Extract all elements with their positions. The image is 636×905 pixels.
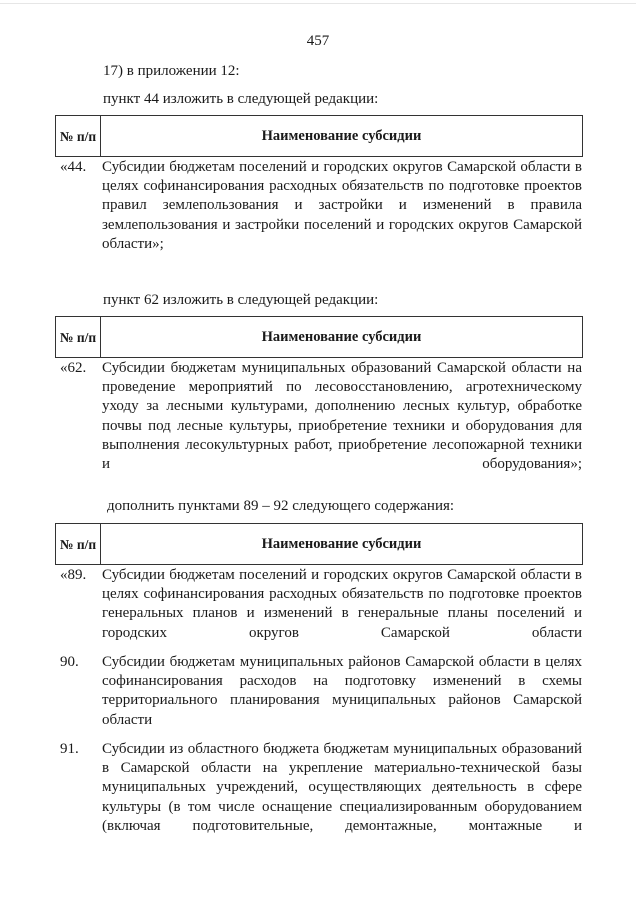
page-number: 457 (306, 33, 330, 49)
list-item (60, 740, 582, 855)
table-header (55, 115, 583, 157)
header-number-cell: № п/п (56, 116, 101, 156)
intro-line: 17) в приложении 12: (103, 63, 240, 79)
header-title-cell: Наименование субсидии (261, 535, 422, 552)
item-text: Субсидии бюджетам поселений и городских округов Самарской области в целях софинансирования расходных обязательств по подготовке проектов правил землепользования и застройки и изменений в правила землепользования и застройки поселений и городских округов Самарской области»; (102, 159, 582, 252)
table-header (55, 523, 583, 565)
header-title-cell: Наименование субсидии (261, 328, 422, 345)
item-number: «62. (60, 360, 87, 376)
item-number: 91. (60, 741, 79, 757)
item-text: Субсидии бюджетам поселений и городских округов Самарской области в целях софинансирования расходных обязательств по подготовке проектов генеральных планов и изменений в генеральные планы поселений и городских округов Самарской области (102, 567, 582, 641)
item-text: Субсидии бюджетам муниципальных образований Самарской области на проведение мероприятий по лесовосстановлению, агротехническому уходу за лесными культурами, дополнению лесных культур, обработке почвы под лесные культуры, приобретение техники и оборудования для выполнения лесокультурных работ, приобретение лесопожарной техники и оборудования»; (102, 360, 582, 473)
table-header (55, 316, 583, 358)
header-number-cell: № п/п (56, 317, 101, 357)
section-lead: пункт 44 изложить в следующей редакции: (103, 91, 379, 107)
item-text: Субсидии из областного бюджета бюджетам муниципальных образований в Самарской области на укрепление материально-технической базы муниципальных учреждений, осуществляющих деятельность в сфере культуры (в том числе оснащение специализированным оборудованием (включая подготовительные, демонтажные, монтажные и (102, 741, 582, 834)
item-text: Субсидии бюджетам муниципальных районов Самарской области в целях софинансирования расходов на подготовку изменений в схемы территориального планирования муниципальных районов Самарской области (102, 654, 582, 728)
header-number-cell: № п/п (56, 524, 101, 564)
item-number: «89. (60, 567, 87, 583)
item-number: «44. (60, 159, 87, 175)
item-number: 90. (60, 654, 79, 670)
section-lead: пункт 62 изложить в следующей редакции: (103, 292, 379, 308)
header-title-cell: Наименование субсидии (261, 127, 422, 144)
page-top-edge (0, 3, 636, 4)
list-item (60, 359, 582, 493)
list-item (60, 158, 582, 273)
section-lead: дополнить пунктами 89 – 92 следующего содержания: (107, 498, 455, 514)
list-item (60, 653, 582, 749)
list-item (60, 566, 582, 662)
